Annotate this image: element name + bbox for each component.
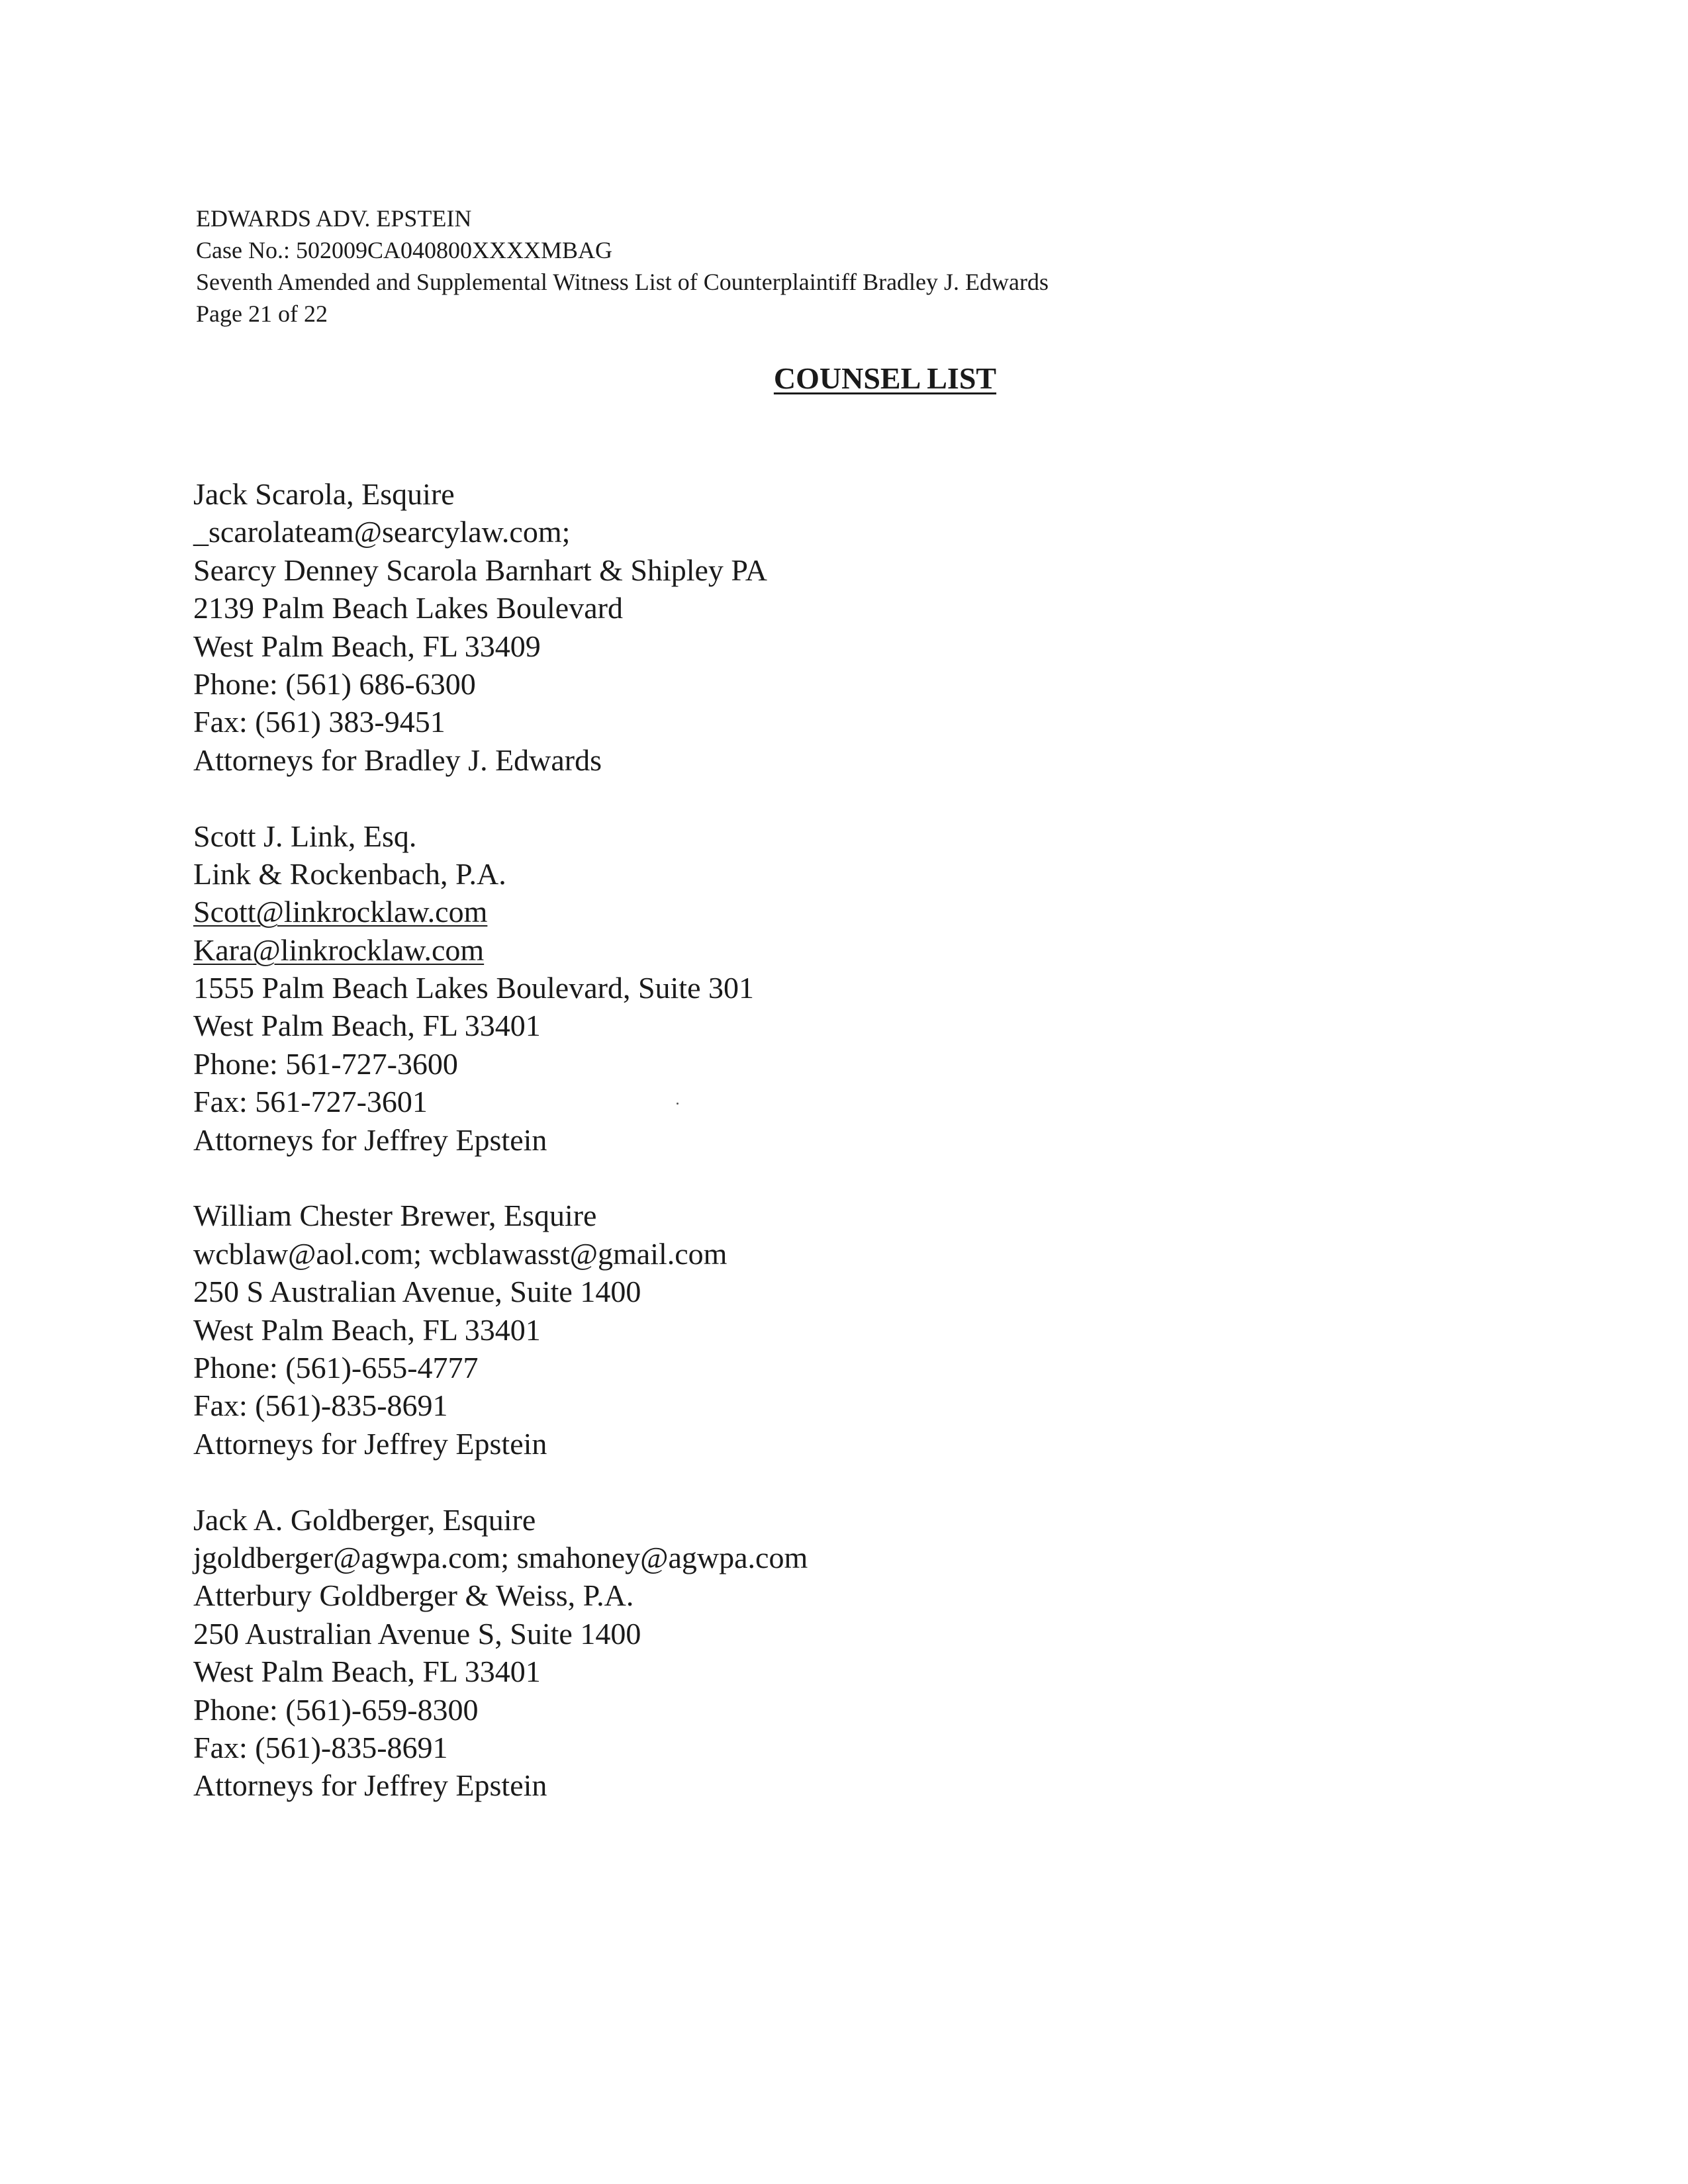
case-number: Case No.: 502009CA040800XXXXMBAG <box>196 237 612 263</box>
counsel-phone: Phone: (561)-659-8300 <box>193 1692 479 1727</box>
counsel-address: 2139 Palm Beach Lakes Boulevard <box>193 591 623 625</box>
counsel-phone: Phone: 561-727-3600 <box>193 1046 458 1081</box>
counsel-address: 1555 Palm Beach Lakes Boulevard, Suite 301 <box>193 971 755 1005</box>
counsel-entry <box>193 817 808 1160</box>
counsel-name: Jack A. Goldberger, Esquire <box>193 1502 536 1537</box>
counsel-role: Attorneys for Jeffrey Epstein <box>193 1426 547 1461</box>
counsel-phone: Phone: (561)-655-4777 <box>193 1350 479 1385</box>
counsel-list <box>193 475 808 1843</box>
counsel-fax: Fax: 561-727-3601 <box>193 1085 428 1119</box>
counsel-email-link[interactable]: Kara@linkrocklaw.com <box>193 933 485 967</box>
counsel-entry <box>193 1501 808 1805</box>
counsel-phone: Phone: (561) 686-6300 <box>193 666 476 701</box>
counsel-firm: Searcy Denney Scarola Barnhart & Shipley PA <box>193 553 767 587</box>
page-header <box>196 203 1049 330</box>
scan-speck <box>677 1103 679 1105</box>
counsel-email: jgoldberger@agwpa.com; smahoney@agwpa.com <box>193 1540 808 1574</box>
counsel-name: William Chester Brewer, Esquire <box>193 1199 597 1233</box>
counsel-fax: Fax: (561)-835-8691 <box>193 1730 448 1764</box>
counsel-firm: Atterbury Goldberger & Weiss, P.A. <box>193 1578 634 1613</box>
counsel-email: wcblaw@aol.com; wcblawasst@gmail.com <box>193 1236 727 1271</box>
section-title <box>0 359 1688 398</box>
counsel-entry <box>193 1197 808 1463</box>
counsel-fax: Fax: (561)-835-8691 <box>193 1388 448 1423</box>
page-label: Page 21 of 22 <box>196 300 328 327</box>
counsel-address: 250 Australian Avenue S, Suite 1400 <box>193 1616 641 1651</box>
counsel-role: Attorneys for Jeffrey Epstein <box>193 1122 547 1157</box>
counsel-email-link[interactable]: Scott@linkrocklaw.com <box>193 895 488 929</box>
counsel-list-heading: COUNSEL LIST <box>773 361 997 395</box>
document-title: Seventh Amended and Supplemental Witness List of Counterplaintiff Bradley J. Edwards <box>196 269 1049 295</box>
case-caption: EDWARDS ADV. EPSTEIN <box>196 205 472 232</box>
counsel-name: Jack Scarola, Esquire <box>193 477 455 511</box>
counsel-address: 250 S Australian Avenue, Suite 1400 <box>193 1275 641 1309</box>
counsel-city: West Palm Beach, FL 33401 <box>193 1009 541 1043</box>
counsel-city: West Palm Beach, FL 33409 <box>193 629 541 663</box>
counsel-role: Attorneys for Bradley J. Edwards <box>193 743 602 777</box>
counsel-email: _scarolateam@searcylaw.com; <box>193 515 571 549</box>
counsel-firm: Link & Rockenbach, P.A. <box>193 856 506 891</box>
counsel-city: West Palm Beach, FL 33401 <box>193 1312 541 1347</box>
counsel-entry <box>193 475 808 779</box>
counsel-fax: Fax: (561) 383-9451 <box>193 705 445 739</box>
counsel-city: West Palm Beach, FL 33401 <box>193 1655 541 1689</box>
counsel-name: Scott J. Link, Esq. <box>193 819 417 853</box>
counsel-role: Attorneys for Jeffrey Epstein <box>193 1768 547 1803</box>
